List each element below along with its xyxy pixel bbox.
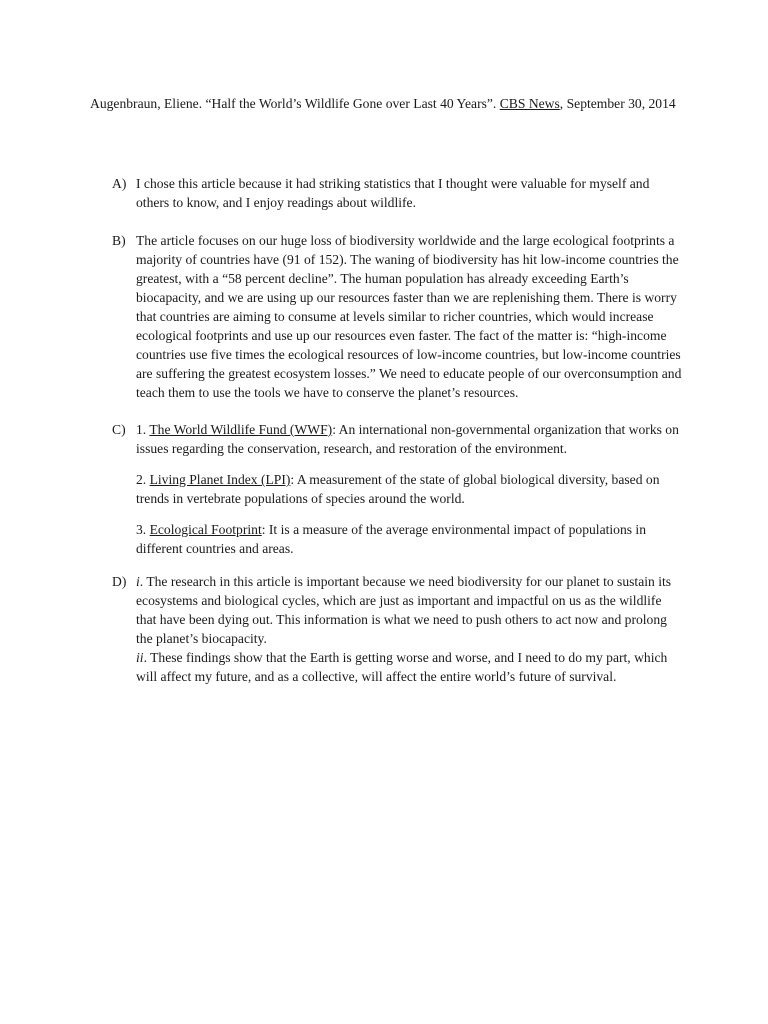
section-b-text: The article focuses on our huge loss of biodiversity worldwide and the large ecological footprints a majority of countries have (91 of 152). The waning of biodiversity has hit low-income countries the greatest, with a “58 percent decline”. The human population has already exceeding Earth’s biocapacity, and we are using up our resources faster than we are replenishing them. There is worry that countries are aiming to consume at levels similar to richer countries, which would increase ecological footprints and use up our resources even faster. The fact of the matter is: “high-income countries use five times the ecological resources of low-income countries, but low-income countries are suffering the greatest ecosystem losses.” We need to educate people of our overconsumption and teach them to use the tools we have to conserve the planet’s resources.	[136, 233, 682, 400]
point-ii	[136, 648, 682, 686]
term-ecological-footprint-name: Ecological Footprint	[149, 522, 262, 537]
section-a	[112, 174, 682, 212]
term-wwf-name: The World Wildlife Fund (WWF)	[149, 422, 333, 437]
citation-author: Augenbraun, Eliene.	[90, 96, 206, 111]
term-lpi-name: Living Planet Index (LPI)	[149, 472, 291, 487]
section-d-label: D)	[112, 574, 127, 589]
term-wwf	[136, 420, 682, 458]
term-ecological-footprint	[136, 520, 682, 558]
term-number: 3.	[136, 522, 150, 537]
citation-source: CBS News	[499, 96, 560, 111]
citation-title: “Half the World’s Wildlife Gone over Last 40 Years”.	[205, 96, 500, 111]
point-ii-text: . These findings show that the Earth is getting worse and worse, and I need to do my part, which will affect my future, and as a collective, will affect the entire world’s future of survival.	[136, 650, 668, 684]
citation	[90, 94, 690, 113]
section-b	[112, 231, 682, 402]
section-c	[112, 420, 682, 558]
point-i	[136, 572, 682, 648]
term-lpi	[136, 470, 682, 508]
term-wwf-definition: : An international non-governmental organization that works on issues regarding the conservation, research, and restoration of the environment.	[136, 422, 679, 456]
section-d	[112, 572, 682, 686]
citation-date: , September 30, 2014	[559, 96, 676, 111]
section-a-text: I chose this article because it had striking statistics that I thought were valuable for myself and others to know, and I enjoy readings about wildlife.	[136, 176, 650, 210]
point-i-marker: i	[136, 574, 140, 589]
term-lpi-definition: : A measurement of the state of global biological diversity, based on trends in vertebrate populations of species around the world.	[136, 472, 660, 506]
term-number: 2.	[136, 472, 150, 487]
point-ii-marker: ii	[136, 650, 144, 665]
point-i-text: . The research in this article is important because we need biodiversity for our planet to sustain its ecosystems and biological cycles, which are just as important and impactful on us as the wildlife that have been dying out. This information is what we need to push others to act now and prolong the planet’s biocapacity.	[136, 574, 672, 646]
term-number: 1.	[136, 422, 150, 437]
section-a-label: A)	[112, 176, 127, 191]
section-c-label: C)	[112, 422, 126, 437]
term-ecological-footprint-definition: : It is a measure of the average environmental impact of populations in different countries and areas.	[136, 522, 647, 556]
section-b-label: B)	[112, 233, 126, 248]
